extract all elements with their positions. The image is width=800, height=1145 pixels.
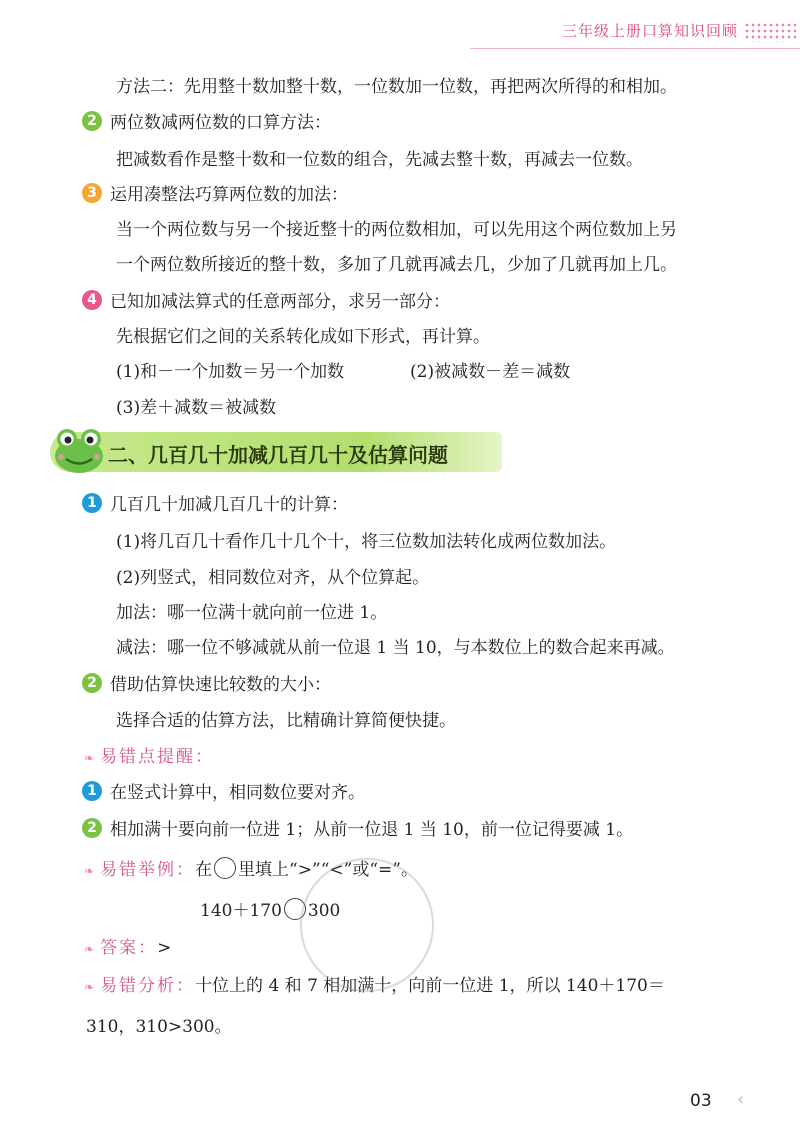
number-badge-tip-2: 2 [82, 818, 102, 838]
s2-item-2-heading [82, 670, 331, 695]
leaf-icon: ❧ [84, 942, 95, 956]
leaf-icon: ❧ [84, 864, 95, 878]
error-point-1-text: 在竖式计算中，相同数位要对齐。 [110, 783, 365, 803]
page-arrow-icon: ‹ [737, 1089, 745, 1110]
item-4-formula-1: (1)和－一个加数＝另一个加数 [116, 362, 345, 382]
item-3-body-line2: 一个两位数所接近的整十数，多加了几就再减去几，少加了几就再加上几。 [116, 255, 677, 275]
item-4-body: 先根据它们之间的关系转化成如下形式，再计算。 [116, 327, 490, 347]
s2-item-1-title: 几百几十加减几百几十的计算： [110, 495, 348, 515]
item-2-body: 把减数看作是整十数和一位数的组合，先减去整十数，再减去一位数。 [116, 150, 643, 170]
example-left-expr: 140＋170 [200, 901, 282, 921]
answer-value: > [157, 938, 172, 958]
error-point-2-text: 相加满十要向前一位进 1；从前一位退 1 当 10，前一位记得要减 1。 [110, 820, 634, 840]
analysis-label: 易错分析： [100, 976, 196, 996]
answer-label: 答案： [100, 938, 158, 958]
error-points-label: 易错点提醒： [100, 747, 215, 767]
item-4-title: 已知加减法算式的任意两部分，求另一部分： [110, 292, 450, 312]
error-points-heading [84, 742, 214, 767]
number-badge-1: 1 [82, 493, 102, 513]
section-title: 二、几百几十加减几百几十及估算问题 [108, 443, 448, 467]
example-pre-text: 在 [195, 860, 213, 880]
s2-item-1-line4: 减法：哪一位不够减就从前一位退 1 当 10，与本数位上的数合起来再减。 [116, 638, 675, 658]
s2-item-1-line3: 加法：哪一位满十就向前一位进 1。 [116, 603, 388, 623]
leaf-icon: ❧ [84, 751, 95, 765]
item-3-heading [82, 180, 348, 205]
answer-row [84, 933, 171, 958]
blank-circle-icon [214, 857, 236, 879]
number-badge-4: 4 [82, 290, 102, 310]
method-two-text: 方法二：先用整十数加整十数，一位数加一位数，再把两次所得的和相加。 [116, 77, 677, 97]
item-3-body-line1: 当一个两位数与另一个接近整十的两位数相加，可以先用这个两位数加上另 [116, 220, 677, 240]
item-4-heading [82, 287, 450, 312]
analysis-line1: 十位上的 4 和 7 相加满十，向前一位进 1，所以 140＋170＝ [195, 976, 665, 996]
number-badge-2: 2 [82, 111, 102, 131]
header-dots-decoration [744, 22, 796, 42]
number-badge-2b: 2 [82, 673, 102, 693]
s2-item-1-line1: (1)将几百几十看作几十几个十，将三位数加法转化成两位数加法。 [116, 532, 617, 552]
s2-item-1-line2: (2)列竖式，相同数位对齐，从个位算起。 [116, 568, 430, 588]
s2-item-2-title: 借助估算快速比较数的大小： [110, 675, 331, 695]
example-instruction: 里填上“>”“<”或“=”。 [238, 860, 418, 880]
item-4-formula-3: (3)差＋减数＝被减数 [116, 398, 277, 418]
page-number: 03 [690, 1091, 712, 1111]
number-badge-tip-1: 1 [82, 781, 102, 801]
item-3-title: 运用凑整法巧算两位数的加法： [110, 185, 348, 205]
number-badge-3: 3 [82, 183, 102, 203]
s2-item-1-heading [82, 490, 348, 515]
running-header-title: 三年级上册口算知识回顾 [561, 22, 738, 40]
error-example-label: 易错举例： [100, 860, 196, 880]
error-point-1 [82, 778, 365, 803]
error-point-2 [82, 815, 633, 840]
analysis-line2: 310，310>300。 [86, 1017, 232, 1037]
item-2-title: 两位数减两位数的口算方法： [110, 113, 331, 133]
frog-icon [52, 426, 106, 476]
watermark-stamp [300, 858, 434, 992]
example-right-value: 300 [307, 901, 341, 921]
s2-item-2-body: 选择合适的估算方法，比精确计算简便快捷。 [116, 711, 456, 731]
item-2-heading [82, 108, 331, 133]
leaf-icon: ❧ [84, 980, 95, 994]
header-divider [470, 48, 800, 49]
item-4-formula-2: (2)被减数－差＝减数 [410, 362, 571, 382]
